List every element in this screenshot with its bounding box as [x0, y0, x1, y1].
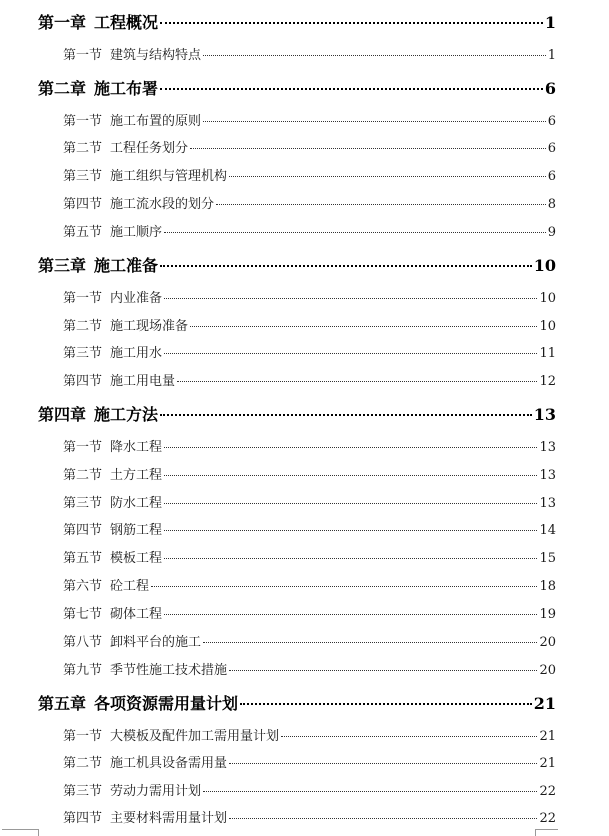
page-corner-mark-right	[535, 829, 558, 836]
toc-entry-number: 第一节	[63, 440, 103, 455]
dot-leader	[190, 148, 546, 149]
toc-entry-page: 9	[547, 225, 556, 240]
toc-entry-title: 施工布置的原则	[110, 114, 202, 129]
toc-section-3-1[interactable]	[63, 287, 556, 305]
toc-entry-label	[63, 137, 188, 156]
toc-section-5-4[interactable]	[63, 807, 556, 825]
toc-entry-title: 砌体工程	[110, 607, 163, 622]
toc-chapter-3[interactable]	[38, 253, 556, 275]
toc-entry-title: 建筑与结构特点	[110, 48, 202, 63]
toc-entry-title: 施工顺序	[110, 225, 163, 240]
toc-section-3-4[interactable]	[63, 370, 556, 388]
toc-entry-number: 第三节	[63, 784, 103, 799]
dot-leader	[160, 414, 532, 416]
toc-section-4-9[interactable]	[63, 659, 556, 677]
dot-leader	[229, 818, 537, 819]
toc-entry-title: 各项资源需用量计划	[94, 694, 239, 713]
toc-entry-title: 施工布署	[94, 79, 159, 98]
toc-entry-page: 8	[547, 197, 556, 212]
toc-section-2-4[interactable]	[63, 193, 556, 211]
dot-leader	[160, 22, 543, 24]
toc-entry-label	[63, 193, 214, 212]
toc-section-5-3[interactable]	[63, 780, 556, 798]
toc-section-3-3[interactable]	[63, 342, 556, 360]
toc-entry-page: 21	[539, 756, 556, 771]
toc-entry-title: 施工用水	[110, 346, 163, 361]
toc-entry-page: 6	[547, 169, 556, 184]
toc-entry-page: 13	[539, 440, 556, 455]
toc-entry-page: 6	[547, 141, 556, 156]
toc-entry-title: 劳动力需用计划	[110, 784, 202, 799]
toc-entry-page: 6	[547, 114, 556, 129]
toc-entry-page: 13	[533, 405, 556, 424]
toc-entry-page: 21	[533, 694, 556, 713]
toc-entry-title: 施工准备	[94, 256, 159, 275]
toc-entry-number: 第一节	[63, 291, 103, 306]
toc-entry-page: 6	[544, 79, 556, 98]
toc-entry-title: 季节性施工技术措施	[110, 663, 228, 678]
dot-leader	[164, 503, 537, 504]
toc-section-3-2[interactable]	[63, 315, 556, 333]
toc-entry-page: 21	[539, 729, 556, 744]
toc-entry-title: 施工现场准备	[110, 319, 189, 334]
toc-entry-label	[63, 492, 162, 511]
toc-entry-number: 第六节	[63, 579, 103, 594]
toc-entry-number: 第二节	[63, 756, 103, 771]
toc-section-4-3[interactable]	[63, 492, 556, 510]
toc-entry-page: 19	[539, 607, 556, 622]
toc-chapter-1[interactable]	[38, 10, 556, 32]
toc-entry-number: 第三节	[63, 496, 103, 511]
toc-entry-title: 钢筋工程	[110, 523, 163, 538]
toc-entry-title: 大模板及配件加工需用量计划	[110, 729, 280, 744]
toc-entry-title: 主要材料需用量计划	[110, 811, 228, 826]
toc-section-4-1[interactable]	[63, 436, 556, 454]
toc-entry-number: 第四节	[63, 811, 103, 826]
toc-entry-title: 土方工程	[110, 468, 163, 483]
toc-entry-number: 第九节	[63, 663, 103, 678]
toc-entry-page: 22	[539, 784, 556, 799]
dot-leader	[160, 88, 543, 90]
toc-entry-label	[63, 725, 279, 744]
toc-entry-title: 降水工程	[110, 440, 163, 455]
toc-section-2-2[interactable]	[63, 137, 556, 155]
dot-leader	[203, 791, 537, 792]
dot-leader	[216, 204, 546, 205]
toc-entry-title: 模板工程	[110, 551, 163, 566]
toc-chapter-5[interactable]	[38, 691, 556, 713]
dot-leader	[229, 176, 546, 177]
dot-leader	[164, 447, 537, 448]
dot-leader	[281, 736, 537, 737]
toc-entry-label	[63, 464, 162, 483]
toc-entry-number: 第一节	[63, 729, 103, 744]
toc-entry-number: 第一节	[63, 114, 103, 129]
toc-entry-title: 砼工程	[110, 579, 150, 594]
toc-entry-label	[63, 752, 227, 771]
toc-section-4-6[interactable]	[63, 575, 556, 593]
toc-entry-label	[63, 165, 227, 184]
toc-entry-title: 施工机具设备需用量	[110, 756, 228, 771]
toc-entry-number: 第二节	[63, 319, 103, 334]
toc-section-4-2[interactable]	[63, 464, 556, 482]
toc-entry-label	[63, 44, 201, 63]
toc-entry-number: 第一节	[63, 48, 103, 63]
toc-entry-page: 12	[539, 374, 556, 389]
dot-leader	[229, 670, 537, 671]
toc-entry-page: 13	[539, 468, 556, 483]
toc-entry-label	[38, 76, 158, 99]
dot-leader	[151, 586, 537, 587]
toc-entry-number: 第七节	[63, 607, 103, 622]
toc-entry-number: 第三节	[63, 169, 103, 184]
toc-entry-label	[63, 659, 227, 678]
toc-entry-page: 15	[539, 551, 556, 566]
dot-leader	[164, 298, 537, 299]
toc-section-4-4[interactable]	[63, 519, 556, 537]
toc-entry-label	[38, 253, 158, 276]
dot-leader	[229, 763, 537, 764]
toc-section-4-7[interactable]	[63, 603, 556, 621]
toc-entry-title: 防水工程	[110, 496, 163, 511]
toc-entry-label	[63, 110, 201, 129]
toc-entry-number: 第四节	[63, 523, 103, 538]
toc-section-4-8[interactable]	[63, 631, 556, 649]
toc-entry-label	[63, 370, 175, 389]
dot-leader	[190, 326, 537, 327]
toc-section-2-3[interactable]	[63, 165, 556, 183]
toc-section-2-5[interactable]	[63, 221, 556, 239]
toc-entry-page: 10	[533, 256, 556, 275]
toc-entry-title: 施工组织与管理机构	[110, 169, 228, 184]
toc-entry-number: 第一章	[38, 13, 87, 32]
toc-entry-title: 工程任务划分	[110, 141, 189, 156]
toc-entry-label	[63, 807, 227, 826]
dot-leader	[203, 642, 537, 643]
toc-entry-label	[63, 547, 162, 566]
toc-entry-label	[63, 519, 162, 538]
toc-entry-number: 第三章	[38, 256, 87, 275]
toc-entry-label	[63, 575, 149, 594]
dot-leader	[203, 121, 546, 122]
toc-entry-label	[38, 10, 158, 33]
toc-entry-number: 第四节	[63, 197, 103, 212]
toc-entry-label	[38, 402, 158, 425]
toc-entry-title: 施工用电量	[110, 374, 176, 389]
toc-section-5-1[interactable]	[63, 725, 556, 743]
toc-entry-page: 1	[547, 48, 556, 63]
toc-entry-number: 第四节	[63, 374, 103, 389]
toc-entry-number: 第八节	[63, 635, 103, 650]
toc-entry-label	[38, 691, 238, 714]
toc-section-2-1[interactable]	[63, 110, 556, 128]
dot-leader	[164, 232, 546, 233]
toc-entry-number: 第三节	[63, 346, 103, 361]
toc-entry-number: 第四章	[38, 405, 87, 424]
toc-entry-page: 20	[539, 663, 556, 678]
page-corner-mark-left	[2, 829, 39, 836]
dot-leader	[164, 530, 537, 531]
toc-section-1-1[interactable]	[63, 44, 556, 62]
toc-entry-label	[63, 342, 162, 361]
dot-leader	[164, 558, 537, 559]
dot-leader	[164, 614, 537, 615]
toc-entry-page: 14	[539, 523, 556, 538]
toc-entry-label	[63, 315, 188, 334]
toc-entry-page: 20	[539, 635, 556, 650]
toc-entry-label	[63, 631, 201, 650]
toc-entry-number: 第五节	[63, 225, 103, 240]
dot-leader	[160, 265, 532, 267]
dot-leader	[164, 475, 537, 476]
toc-chapter-2[interactable]	[38, 76, 556, 98]
dot-leader	[164, 353, 537, 354]
dot-leader	[177, 381, 537, 382]
toc-entry-page: 10	[539, 291, 556, 306]
toc-entry-page: 1	[544, 13, 556, 32]
toc-entry-number: 第五节	[63, 551, 103, 566]
toc-entry-number: 第二章	[38, 79, 87, 98]
toc-entry-label	[63, 603, 162, 622]
toc-entry-number: 第二节	[63, 468, 103, 483]
toc-entry-label	[63, 287, 162, 306]
toc-section-5-2[interactable]	[63, 752, 556, 770]
toc-entry-title: 施工流水段的划分	[110, 197, 215, 212]
toc-entry-page: 10	[539, 319, 556, 334]
toc-entry-title: 内业准备	[110, 291, 163, 306]
toc-entry-page: 13	[539, 496, 556, 511]
toc-entry-number: 第二节	[63, 141, 103, 156]
toc-entry-title: 卸料平台的施工	[110, 635, 202, 650]
dot-leader	[203, 55, 546, 56]
toc-entry-label	[63, 221, 162, 240]
dot-leader	[240, 703, 532, 705]
toc-entry-number: 第五章	[38, 694, 87, 713]
toc-entry-page: 11	[539, 346, 556, 361]
toc-entry-page: 18	[539, 579, 556, 594]
toc-entry-page: 22	[539, 811, 556, 826]
toc-section-4-5[interactable]	[63, 547, 556, 565]
toc-entry-label	[63, 436, 162, 455]
toc-entry-title: 工程概况	[94, 13, 159, 32]
toc-entry-title: 施工方法	[94, 405, 159, 424]
toc-chapter-4[interactable]	[38, 402, 556, 424]
toc-entry-label	[63, 780, 201, 799]
